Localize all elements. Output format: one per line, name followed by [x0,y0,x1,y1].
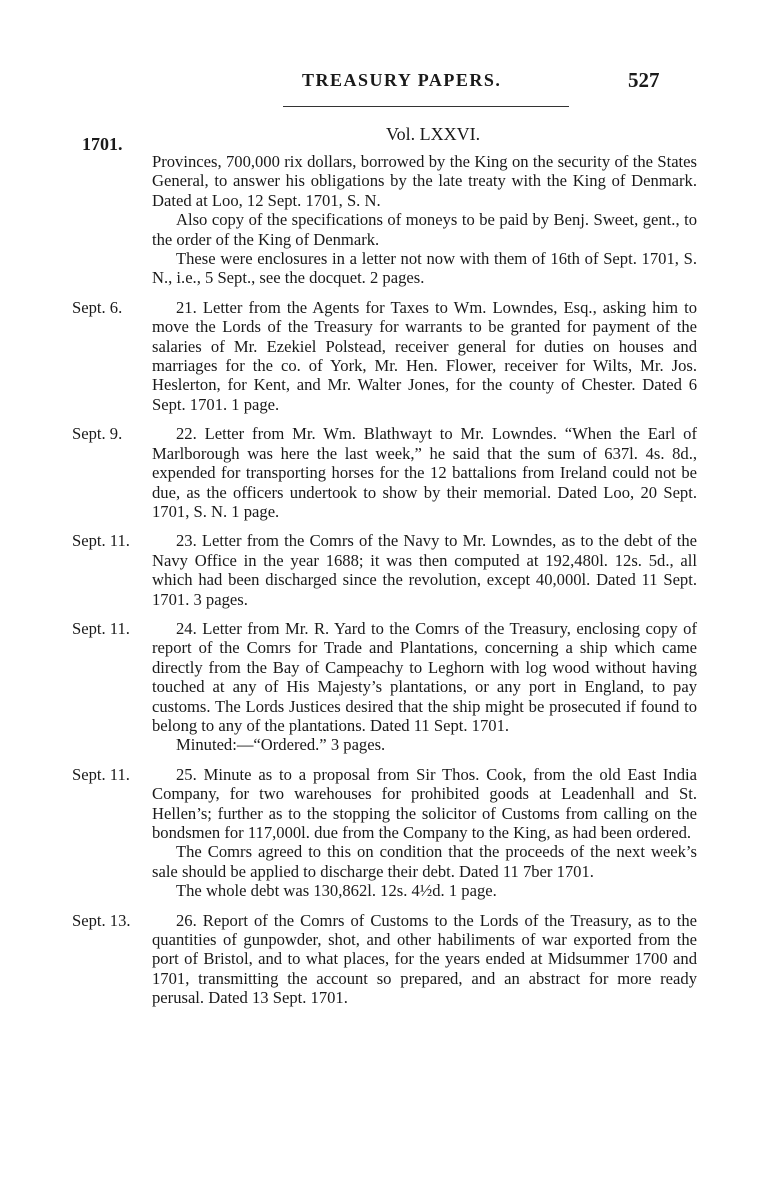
entry-text: 26. Report of the Comrs of Customs to the Lords of the Treasury, as to the quantities of gunpowder, shot, and other habiliments of war exported from the port of Bristol, and to what places, for the years ended at Midsummer 1700 and 1701, transmitting the account so prepared, and an abstract for more ready perusal. Dated 13 Sept. 1701. [152,910,697,1008]
entry-date: Sept. 6. [72,297,123,317]
entry-date: Sept. 11. [72,618,130,638]
entry-text: 25. Minute as to a proposal from Sir Thos. Cook, from the old East India Company, for two warehouses for prohibited goods at Leadenhall and St. Hellen’s; further as to the stopping the solicitor of Customs from calling on the bondsmen for 117,000l. due from the Company to the King, as had been ordered. [152,764,697,842]
page-body [72,152,697,1008]
entry-text: 24. Letter from Mr. R. Yard to the Comrs of the Treasury, enclosing copy of report of the Comrs for Trade and Plantations, concerning a ship which came directly from the Bay of Campeachy to Leghorn with log wood without having touched at any of His Majesty’s plantations, or any port in England, to pay customs. The Lords Justices desired that the ship might be prosecuted if found to belong to any of the plantations. Dated 11 Sept. 1701. [152,618,697,735]
running-title: TREASURY PAPERS. [302,70,502,90]
entry-date: Sept. 13. [72,910,131,930]
entry-date: Sept. 11. [72,764,130,784]
entry-text: 23. Letter from the Comrs of the Navy to Mr. Lowndes, as to the debt of the Navy Office in the year 1688; it was then computed at 192,480l. 12s. 5d., all which had been discharged since the revolution, except 40,000l. Dated 11 Sept. 1701. 3 pages. [152,531,697,609]
running-header [0,70,770,100]
intro-para: Provinces, 700,000 rix dollars, borrowed by the King on the security of the States General, to answer his obligations by the late treaty with the King of Denmark. Dated at Loo, 12 Sept. 1701, S. N. [152,152,697,210]
entry-23 [72,531,697,609]
entry-22 [72,424,697,521]
year-label: 1701. [82,134,123,154]
page-number: 527 [628,68,660,92]
entry-minute: Minuted:—“Ordered.” 3 pages. [176,735,386,755]
entry-24 [72,618,697,755]
intro-para: These were enclosures in a letter not now with them of 16th of Sept. 1701, S. N., i.e., 5 Sept., see the docquet. 2 pages. [152,249,697,288]
entry-date: Sept. 11. [72,531,130,551]
entry-date: Sept. 9. [72,424,123,444]
entry-text: 21. Letter from the Agents for Taxes to Wm. Lowndes, Esq., asking him to move the Lords of the Treasury for warrants to be granted for payment of the salaries of Mr. Ezekiel Polstead, receiver general for duties on houses and marriages for the co. of York, Mr. Hen. Flower, receiver for Wilts, Mr. Jos. Heslerton, for Kent, and Mr. Walter Jones, for the county of Chester. Dated 6 Sept. 1701. 1 page. [152,297,697,414]
entry-26 [72,910,697,1008]
entry-21 [72,297,697,414]
intro-para: Also copy of the specifications of moneys to be paid by Benj. Sweet, gent., to the order of the King of Denmark. [152,210,697,249]
entry-text: The whole debt was 130,862l. 12s. 4½d. 1 page. [176,881,497,901]
entry-25 [72,764,697,901]
volume-heading: Vol. LXXVI. [386,124,481,144]
entry-text: The Comrs agreed to this on condition that the proceeds of the next week’s sale should be applied to discharge their debt. Dated 11 7ber 1701. [152,842,697,881]
entry-text: 22. Letter from Mr. Wm. Blathwayt to Mr. Lowndes. “When the Earl of Marlborough was here the last week,” he said that the sum of 637l. 4s. 8d., expended for transporting horses for the 12 battalions from Ireland could not be due, as the officers undertook to show by their memorial. Dated Loo, 20 Sept. 1701, S. N. 1 page. [152,424,697,521]
header-rule [283,106,569,107]
